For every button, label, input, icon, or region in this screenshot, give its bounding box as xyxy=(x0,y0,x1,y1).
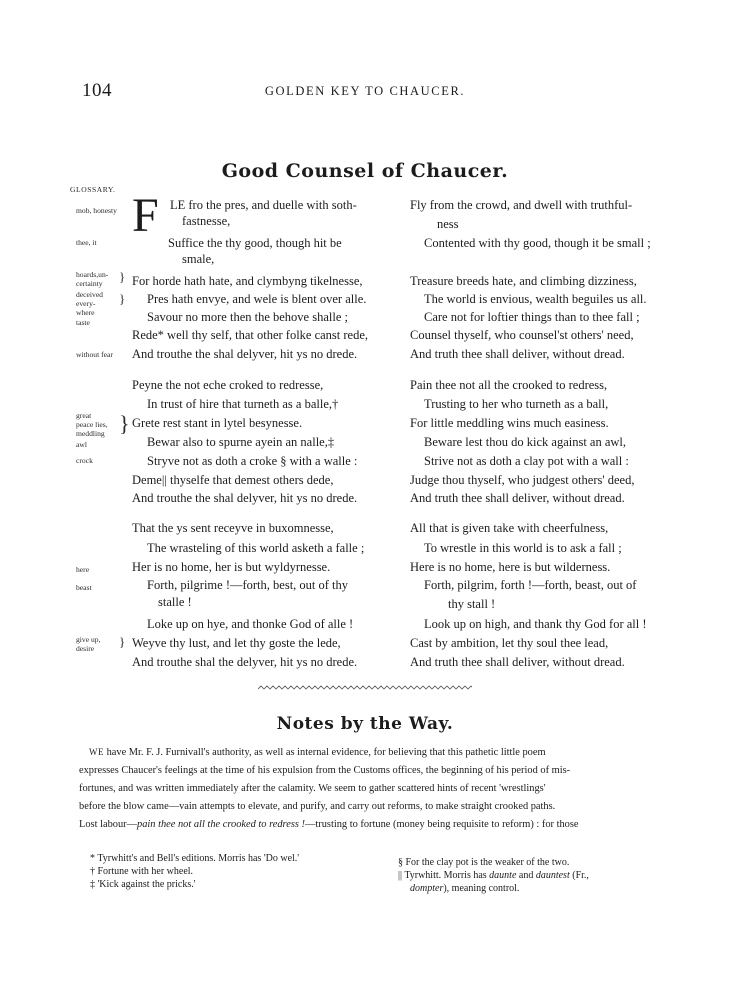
translation-line: And truth thee shall deliver, without dread. xyxy=(410,347,625,361)
brace-icon: } xyxy=(119,411,130,436)
drop-cap: F xyxy=(132,189,159,242)
translation-line: And truth thee shall deliver, without dread. xyxy=(410,655,625,669)
glossary-note: crock xyxy=(76,456,93,465)
poem-line: Suffice the thy good, though hit be xyxy=(168,236,342,250)
poem-line: Savour no more then the behove shalle ; xyxy=(147,310,348,324)
glossary-note: meddling xyxy=(76,429,105,438)
poem-line: Pres hath envye, and wele is blent over alle. xyxy=(147,292,367,306)
glossary-note: mob, honesty xyxy=(76,206,117,215)
poem-line: Loke up on hye, and thonke God of alle ! xyxy=(147,617,354,631)
translation-line: Judge thou thyself, who judgest others' deed, xyxy=(410,473,635,487)
footnote: * Tyrwhitt's and Bell's editions. Morris has 'Do wel.' xyxy=(90,853,300,864)
translation-line: Trusting to her who turneth as a ball, xyxy=(424,397,609,411)
poem-line: Forth, pilgrime !—forth, best, out of thy xyxy=(147,578,349,592)
notes-paragraph-line: expresses Chaucer's feelings at the time of his expulsion from the Customs offices, the beginning of his period of mis- xyxy=(79,765,571,776)
translation-line: Pain thee not all the crooked to redress, xyxy=(410,378,608,392)
glossary-note: hoards,un- xyxy=(76,270,109,279)
notes-paragraph-line xyxy=(79,744,671,761)
ornament-divider xyxy=(258,684,472,694)
poem-line: stalle ! xyxy=(158,595,192,609)
poem-line: Stryve not as doth a croke § with a walle : xyxy=(147,454,358,468)
translation-line: Here is no home, here is but wilderness. xyxy=(410,560,611,574)
notes-text: —trusting to fortune (money being requisite to reform) : for those xyxy=(304,819,579,830)
translation-line: Cast by ambition, let thy soul thee lead, xyxy=(410,636,609,650)
poem-title: Good Counsel of Chaucer. xyxy=(221,160,509,182)
footnote: § For the clay pot is the weaker of the two. xyxy=(398,857,570,868)
glossary-note: deceived xyxy=(76,290,103,299)
translation-line: Fly from the crowd, and dwell with truthful- xyxy=(410,198,633,212)
glossary-note: every- xyxy=(76,299,96,308)
poem-line: Rede* well thy self, that other folke canst rede, xyxy=(132,328,369,342)
poem-line: Bewar also to spurne ayein an nalle,‡ xyxy=(147,435,335,449)
translation-line: Forth, pilgrim, forth !—forth, beast, out of xyxy=(424,578,637,592)
poem-line: Grete rest stant in lytel besynesse. xyxy=(132,416,303,430)
notes-text: have Mr. F. J. Furnivall's authority, as well as internal evidence, for believing that this pathetic little poem xyxy=(104,747,546,758)
poem-line: And trouthe the shal delyver, hit ys no drede. xyxy=(132,491,358,505)
glossary-note: desire xyxy=(76,644,95,653)
small-caps-word: WE xyxy=(89,747,104,757)
translation-line: Care not for loftier things than to thee fall ; xyxy=(424,310,640,324)
page-number: 104 xyxy=(82,80,112,101)
poem-line: Weyve thy lust, and let thy goste the lede, xyxy=(132,636,341,650)
poem-line: LE fro the pres, and duelle with soth- xyxy=(170,198,357,212)
glossary-note: awl xyxy=(76,440,87,449)
brace-icon: } xyxy=(119,291,126,306)
footnote-text: and xyxy=(516,870,536,881)
translation-line: Strive not as doth a clay pot with a wall : xyxy=(424,454,629,468)
translation-line: Counsel thyself, who counsel'st others' need, xyxy=(410,328,634,342)
poem-line: Her is no home, her is but wyldyrnesse. xyxy=(132,560,331,574)
footnote-text: (Fr., xyxy=(569,870,589,881)
notes-paragraph-line: fortunes, and was written immediately after the calamity. We seem to gather scattered hints of recent 'wrestlings' xyxy=(79,783,546,794)
glossary-note: beast xyxy=(76,583,92,592)
glossary-note: taste xyxy=(76,318,90,327)
footnote-italic: dauntest xyxy=(535,870,570,881)
glossary-note: here xyxy=(76,565,90,574)
footnote xyxy=(410,883,519,895)
brace-icon: } xyxy=(119,634,126,649)
glossary-note: without fear xyxy=(76,350,113,359)
glossary-note: give up, xyxy=(76,635,101,644)
poem-line: smale, xyxy=(182,252,215,266)
translation-line: For little meddling wins much easiness. xyxy=(410,416,609,430)
notes-text: Lost labour— xyxy=(79,819,138,830)
translation-line: Treasure breeds hate, and climbing dizziness, xyxy=(410,274,637,288)
glossary-note: great xyxy=(76,411,92,420)
notes-paragraph-line: before the blow came—vain attempts to elevate, and purify, and carry out reforms, to make straight crooked paths. xyxy=(79,801,556,812)
glossary-note: thee, it xyxy=(76,238,97,247)
glossary-note: certainty xyxy=(76,279,103,288)
notes-quote: pain thee not all the crooked to redress ! xyxy=(137,819,305,830)
footnote-text: ), meaning control. xyxy=(443,883,520,894)
translation-line: Beware lest thou do kick against an awl, xyxy=(424,435,627,449)
footnote-text: || Tyrwhitt. Morris has xyxy=(398,870,490,881)
poem-line: Deme|| thyselfe that demest others dede, xyxy=(132,473,334,487)
running-head: GOLDEN KEY TO CHAUCER. xyxy=(264,84,466,98)
footnote xyxy=(398,870,589,882)
poem-line: The wrasteling of this world asketh a falle ; xyxy=(147,541,365,555)
brace-icon: } xyxy=(119,269,126,284)
poem-line: fastnesse, xyxy=(182,214,231,228)
glossary-heading: GLOSSARY. xyxy=(70,185,116,194)
poem-line: And trouthe shal the delyver, hit ys no drede. xyxy=(132,655,358,669)
notes-title: Notes by the Way. xyxy=(276,714,454,734)
poem-line: For horde hath hate, and clymbyng tikelnesse, xyxy=(132,274,363,288)
translation-line: The world is envious, wealth beguiles us all. xyxy=(424,292,647,306)
poem-line: In trust of hire that turneth as a balle,† xyxy=(147,397,339,411)
notes-paragraph-line xyxy=(79,816,671,833)
glossary-note: where xyxy=(76,308,95,317)
footnote-italic: daunte xyxy=(489,870,517,881)
translation-line: To wrestle in this world is to ask a fall ; xyxy=(424,541,622,555)
poem-line: Peyne the not eche croked to redresse, xyxy=(132,378,324,392)
footnote: ‡ 'Kick against the pricks.' xyxy=(90,879,196,890)
translation-line: ness xyxy=(437,217,459,231)
translation-line: Look up on high, and thank thy God for all ! xyxy=(424,617,647,631)
translation-line: All that is given take with cheerfulness, xyxy=(410,521,609,535)
glossary-note: peace lies, xyxy=(76,420,108,429)
footnote: † Fortune with her wheel. xyxy=(90,866,194,877)
translation-line: Contented with thy good, though it be small ; xyxy=(424,236,651,250)
poem-line: That the ys sent receyve in buxomnesse, xyxy=(132,521,334,535)
poem-line: And trouthe the shal delyver, hit ys no drede. xyxy=(132,347,358,361)
footnote-italic: dompter xyxy=(410,883,444,894)
translation-line: thy stall ! xyxy=(448,597,496,611)
translation-line: And truth thee shall deliver, without dread. xyxy=(410,491,625,505)
